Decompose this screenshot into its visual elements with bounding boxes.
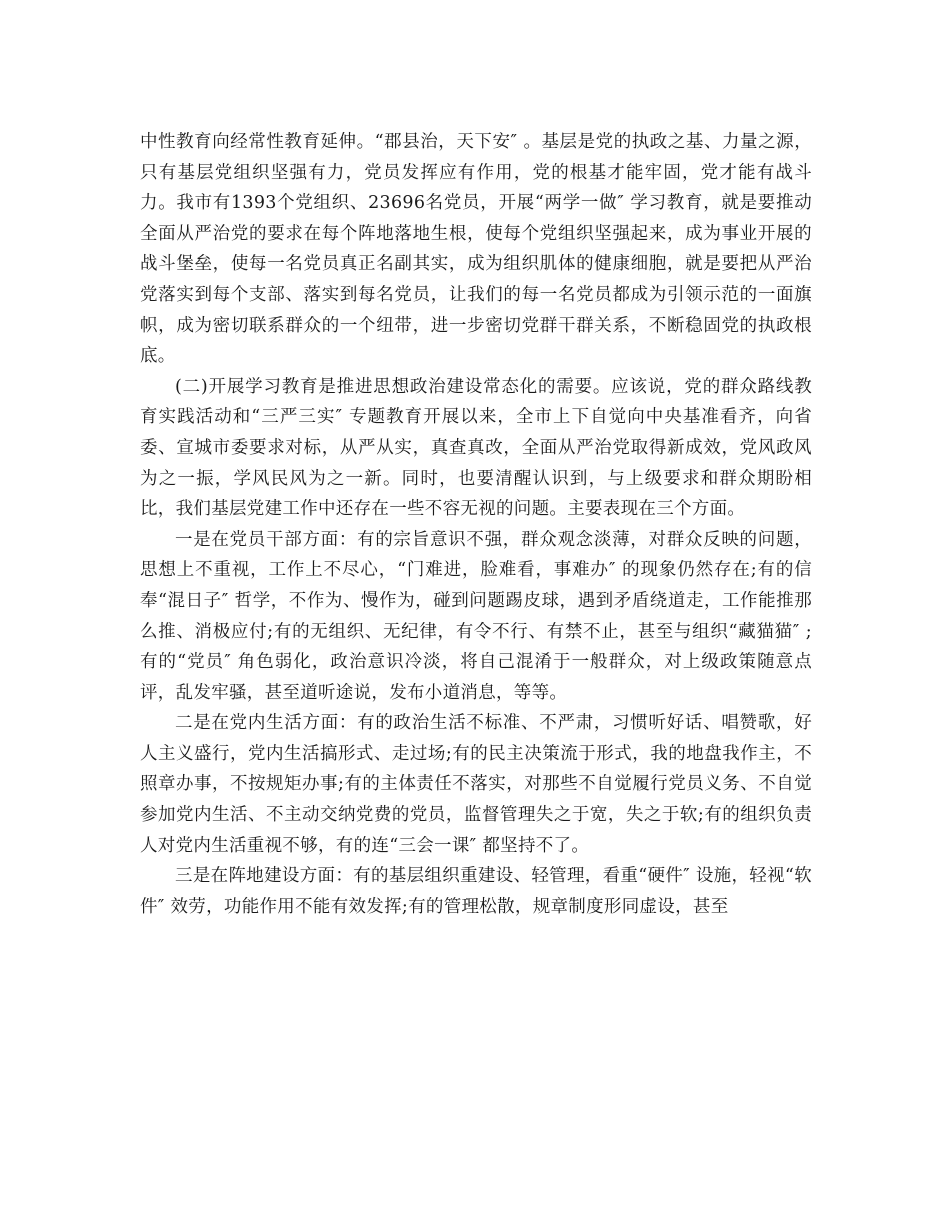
paragraph-2: (二)开展学习教育是推进思想政治建设常态化的需要。应该说，党的群众路线教育实践活动和“三严三实″ 专题教育开展以来，全市上下自觉向中央基准看齐，向省委、宣城市委要求对标，从严从实，真查真改，全面从严治党取得新成效，党风政风为之一振，学风民风为之一新。同时，也要清醒认识到，与上级要求和群众期盼相比，我们基层党建工作中还存在一些不容无视的问题。主要表现在三个方面。 [140,376,812,520]
paragraph-1: 中性教育向经常性教育延伸。“郡县治，天下安″ 。基层是党的执政之基、力量之源，只有基层党组织坚强有力，党员发挥应有作用，党的根基才能牢固，党才能有战斗力。我市有1393个党组织、23696名党员，开展“两学一做″ 学习教育，就是要推动全面从严治党的要求在每个阵地落地生根，使每个党组织坚强起来，成为事业开展的战斗堡垒，使每一名党员真正名副其实，成为组织肌体的健康细胞，就是要把从严治党落实到每个支部、落实到每名党员，让我们的每一名党员都成为引领示范的一面旗帜，成为密切联系群众的一个纽带，进一步密切党群干群关系，不断稳固党的执政根底。 [140,132,812,367]
paragraph-4: 二是在党内生活方面：有的政治生活不标准、不严肃，习惯听好话、唱赞歌，好人主义盛行，党内生活搞形式、走过场;有的民主决策流于形式，我的地盘我作主，不照章办事，不按规矩办事;有的主体责任不落实，对那些不自觉履行党员义务、不自觉参加党内生活、不主动交纳党费的党员，监督管理失之于宽，失之于软;有的组织负责人对党内生活重视不够，有的连“三会一课″ 都坚持不了。 [140,713,812,856]
paragraph-5: 三是在阵地建设方面：有的基层组织重建设、轻管理，看重“硬件″ 设施，轻视“软件″ 效劳，功能作用不能有效发挥;有的管理松散，规章制度形同虚设，甚至 [140,866,812,917]
document-body [140,127,812,922]
paragraph-3: 一是在党员干部方面：有的宗旨意识不强，群众观念淡薄，对群众反映的问题，思想上不重视，工作上不尽心，“门难进，脸难看，事难办″ 的现象仍然存在;有的信奉“混日子″ 哲学，不作为、慢作为，碰到问题踢皮球，遇到矛盾绕道走，工作能推那么推、消极应付;有的无组织、无纪律，有令不行、有禁不止，甚至与组织“藏猫猫″ ;有的“党员″ 角色弱化，政治意识冷淡，将自己混淆于一般群众，对上级政策随意点评，乱发牢骚，甚至道听途说，发布小道消息，等等。 [140,529,812,703]
